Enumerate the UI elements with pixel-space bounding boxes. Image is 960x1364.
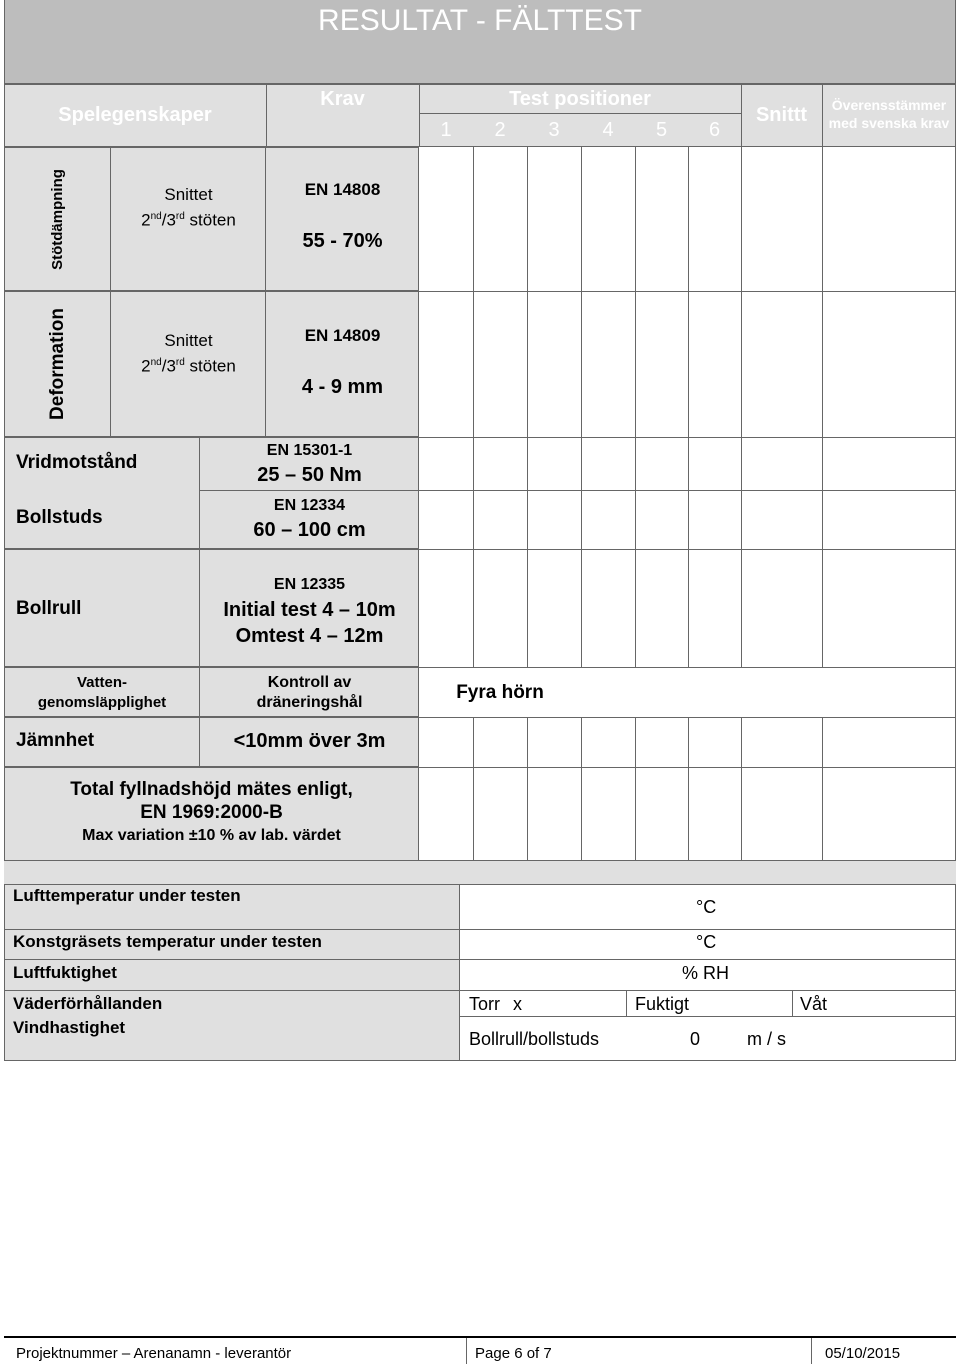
ball-bounce-value: 60 – 100 cm bbox=[253, 518, 366, 541]
header-test-positions: Test positioner bbox=[509, 87, 651, 110]
deformation-standard: EN 14809 bbox=[304, 326, 381, 345]
ball-bounce-label: Bollstuds bbox=[16, 507, 103, 528]
deformation-subtitle bbox=[111, 330, 266, 378]
shock-subtitle bbox=[111, 184, 266, 232]
infill-text bbox=[4, 778, 419, 847]
deformation-value: 4 - 9 mm bbox=[301, 375, 384, 398]
water-requirement-line1: Kontroll av bbox=[267, 674, 352, 691]
water-label bbox=[4, 673, 200, 713]
shock-category: Stötdämpning bbox=[48, 168, 66, 270]
shock-value: 55 - 70% bbox=[302, 229, 383, 252]
ball-roll-label: Bollrull bbox=[16, 598, 82, 619]
ball-roll-value-2: Omtest 4 – 12m bbox=[235, 624, 384, 647]
deformation-subtitle-line1: Snittet bbox=[164, 331, 213, 350]
wind-value: 0 bbox=[690, 1029, 701, 1049]
shock-category-cell bbox=[4, 147, 111, 291]
wind-label: Vindhastighet bbox=[13, 1018, 126, 1037]
evenness-value: <10mm över 3m bbox=[233, 729, 386, 752]
header-position-4: 4 bbox=[602, 119, 614, 141]
header-requirement: Krav bbox=[320, 87, 365, 110]
header-compliance-line1: Överensstämmer bbox=[831, 97, 947, 113]
weather-wet: Våt bbox=[800, 994, 828, 1014]
page-title: RESULTAT - FÄLTTEST bbox=[318, 4, 642, 37]
deformation-subtitle-line2: 2nd/3rd stöten bbox=[141, 356, 236, 376]
deformation-category: Deformation bbox=[46, 308, 68, 420]
header-compliance-line2: med svenska krav bbox=[828, 115, 950, 131]
footer-project: Projektnummer – Arenanamn - leverantör bbox=[16, 1345, 292, 1362]
humidity-unit: % RH bbox=[682, 963, 730, 983]
rotational-standard: EN 15301-1 bbox=[266, 442, 353, 459]
water-requirement bbox=[200, 673, 419, 713]
infill-line2: EN 1969:2000-B bbox=[140, 802, 283, 823]
rotational-label: Vridmotstånd bbox=[16, 452, 138, 473]
shock-standard: EN 14808 bbox=[304, 180, 381, 199]
header-compliance bbox=[822, 96, 956, 136]
header-position-3: 3 bbox=[548, 119, 560, 141]
header-position-1: 1 bbox=[440, 119, 452, 141]
footer-page: Page 6 of 7 bbox=[475, 1345, 552, 1362]
weather-dry-mark: x bbox=[513, 994, 523, 1014]
wind-unit: m / s bbox=[747, 1029, 786, 1049]
ball-bounce-standard: EN 12334 bbox=[273, 497, 346, 514]
infill-line3: Max variation ±10 % av lab. värdet bbox=[82, 827, 341, 844]
footer-date: 05/10/2015 bbox=[825, 1345, 901, 1362]
title-bar bbox=[4, 0, 956, 84]
ball-roll-standard: EN 12335 bbox=[273, 576, 346, 593]
shock-subtitle-line1: Snittet bbox=[164, 185, 213, 204]
air-temp-unit: °C bbox=[696, 897, 717, 917]
wind-measure-label: Bollrull/bollstuds bbox=[469, 1029, 600, 1049]
turf-temp-label: Konstgräsets temperatur under testen bbox=[13, 932, 322, 951]
result-grid bbox=[419, 147, 956, 861]
water-requirement-line2: dräneringshål bbox=[256, 694, 363, 711]
water-note: Fyra hörn bbox=[456, 682, 544, 703]
header-properties: Spelegenskaper bbox=[58, 104, 212, 126]
weather-moist: Fuktigt bbox=[635, 994, 690, 1014]
weather-dry bbox=[469, 994, 522, 1015]
water-label-line1: Vatten- bbox=[76, 674, 127, 691]
water-label-line2: genomsläpplighet bbox=[37, 694, 167, 711]
humidity-label: Luftfuktighet bbox=[13, 963, 117, 982]
weather-cell bbox=[459, 991, 955, 1016]
header-position-6: 6 bbox=[708, 119, 721, 141]
weather-dry-label: Torr bbox=[469, 994, 500, 1014]
weather-label: Väderförhållanden bbox=[13, 994, 163, 1013]
header-average: Snittt bbox=[755, 104, 808, 126]
evenness-label: Jämnhet bbox=[16, 730, 95, 751]
ball-roll-value-1: Initial test 4 – 10m bbox=[223, 598, 396, 621]
header-position-2: 2 bbox=[494, 119, 506, 141]
rotational-value: 25 – 50 Nm bbox=[257, 463, 362, 486]
turf-temp-unit: °C bbox=[696, 932, 717, 952]
header-position-5: 5 bbox=[655, 119, 668, 141]
shock-subtitle-line2: 2nd/3rd stöten bbox=[141, 210, 236, 230]
air-temp-label: Lufttemperatur under testen bbox=[13, 886, 241, 905]
infill-line1: Total fyllnadshöjd mätes enligt, bbox=[70, 779, 353, 800]
deformation-category-cell bbox=[4, 291, 111, 437]
